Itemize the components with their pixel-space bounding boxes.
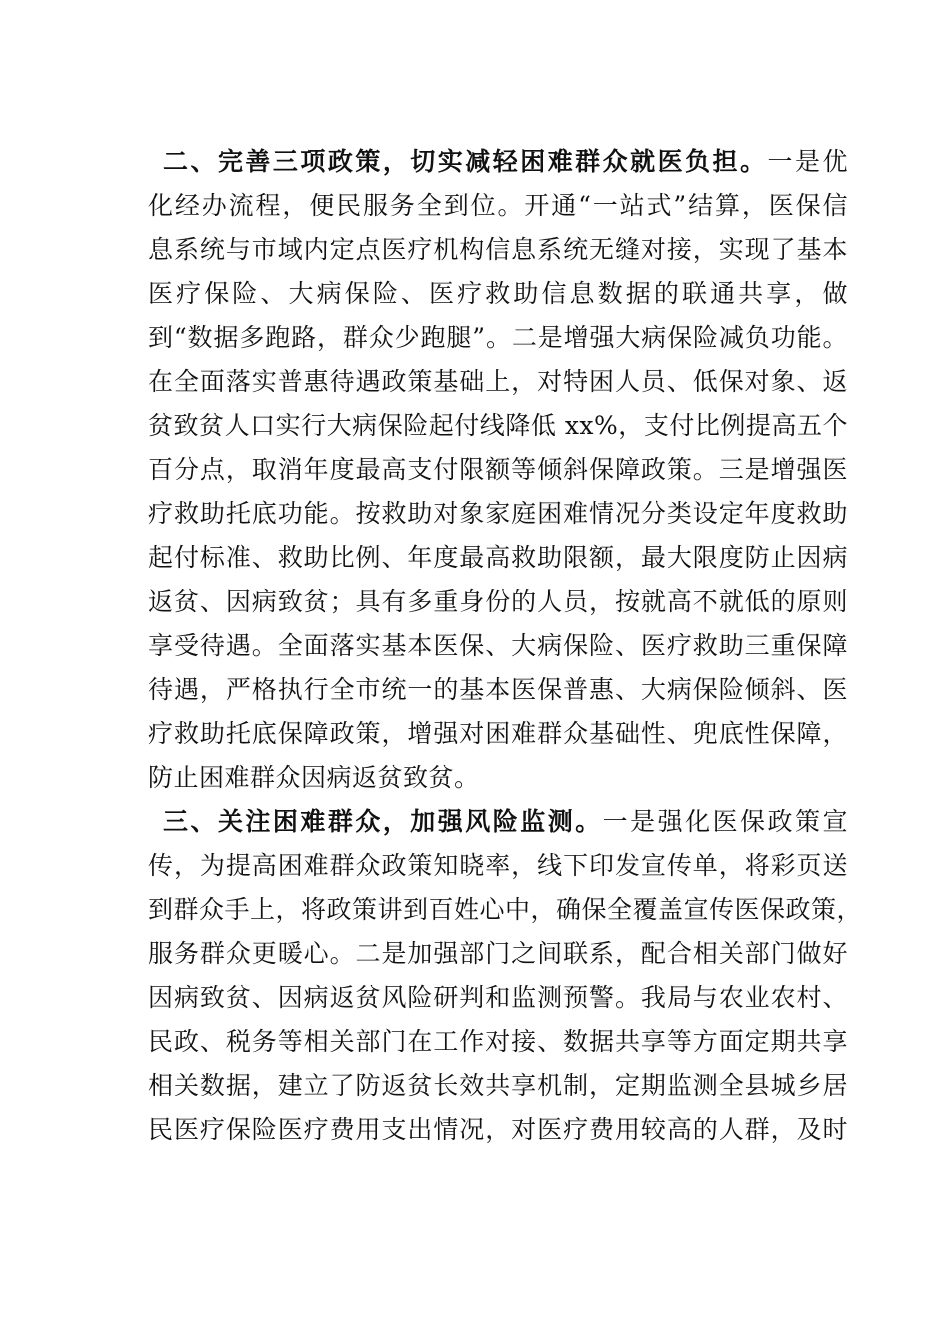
section2-line-1: 化经办流程，便民服务全到位。开通“一站式”结算，医保信	[148, 191, 848, 220]
section3-first-line	[163, 800, 848, 844]
section2-line-0: 一是优	[767, 147, 848, 176]
section3-line-0: 一是强化医保政策宣	[602, 807, 848, 836]
section3-line-4: 因病致贫、因病返贫风险研判和监测预警。我局与农业农村、	[148, 983, 848, 1012]
section2-line-6: 贫致贫人口实行大病保险起付线降低 xx%，支付比例提高五个	[148, 411, 848, 440]
section3-line-6: 相关数据，建立了防返贫长效共享机制，定期监测全县城乡居	[148, 1071, 848, 1100]
section2-line-5: 在全面落实普惠待遇政策基础上，对特困人员、低保对象、返	[148, 367, 848, 396]
section2-line-13: 疗救助托底保障政策，增强对困难群众基础性、兜底性保障，	[148, 719, 848, 748]
section3-line-5: 民政、税务等相关部门在工作对接、数据共享等方面定期共享	[148, 1027, 848, 1056]
section3-line-7: 民医疗保险医疗费用支出情况，对医疗费用较高的人群，及时	[148, 1115, 848, 1144]
section2-line-7: 百分点，取消年度最高支付限额等倾斜保障政策。三是增强医	[148, 455, 848, 484]
section2-first-line	[163, 140, 848, 184]
section2-line-12: 待遇，严格执行全市统一的基本医保普惠、大病保险倾斜、医	[148, 675, 848, 704]
section3-line-1: 传，为提高困难群众政策知晓率，线下印发宣传单，将彩页送	[148, 851, 848, 880]
section2-line-10: 返贫、因病致贫；具有多重身份的人员，按就高不就低的原则	[148, 587, 848, 616]
section3-line-2: 到群众手上，将政策讲到百姓心中，确保全覆盖宣传医保政策，	[148, 895, 863, 924]
section3-heading: 三、关注困难群众，加强风险监测。	[163, 807, 603, 836]
section3-line-3: 服务群众更暖心。二是加强部门之间联系，配合相关部门做好	[148, 939, 848, 968]
section2-line-2: 息系统与市域内定点医疗机构信息系统无缝对接，实现了基本	[148, 235, 848, 264]
section2-line-3: 医疗保险、大病保险、医疗救助信息数据的联通共享，做	[148, 279, 848, 308]
section2-line-11: 享受待遇。全面落实基本医保、大病保险、医疗救助三重保障	[148, 631, 848, 660]
section2-heading: 二、完善三项政策，切实减轻困难群众就医负担。	[163, 147, 768, 176]
section2-line-4: 到“数据多跑路，群众少跑腿”。二是增强大病保险减负功能。	[148, 323, 848, 352]
section2-line-14: 防止困难群众因病返贫致贫。	[148, 763, 480, 792]
section2-line-8: 疗救助托底功能。按救助对象家庭困难情况分类设定年度救助	[148, 499, 848, 528]
section2-line-9: 起付标准、救助比例、年度最高救助限额，最大限度防止因病	[148, 543, 848, 572]
